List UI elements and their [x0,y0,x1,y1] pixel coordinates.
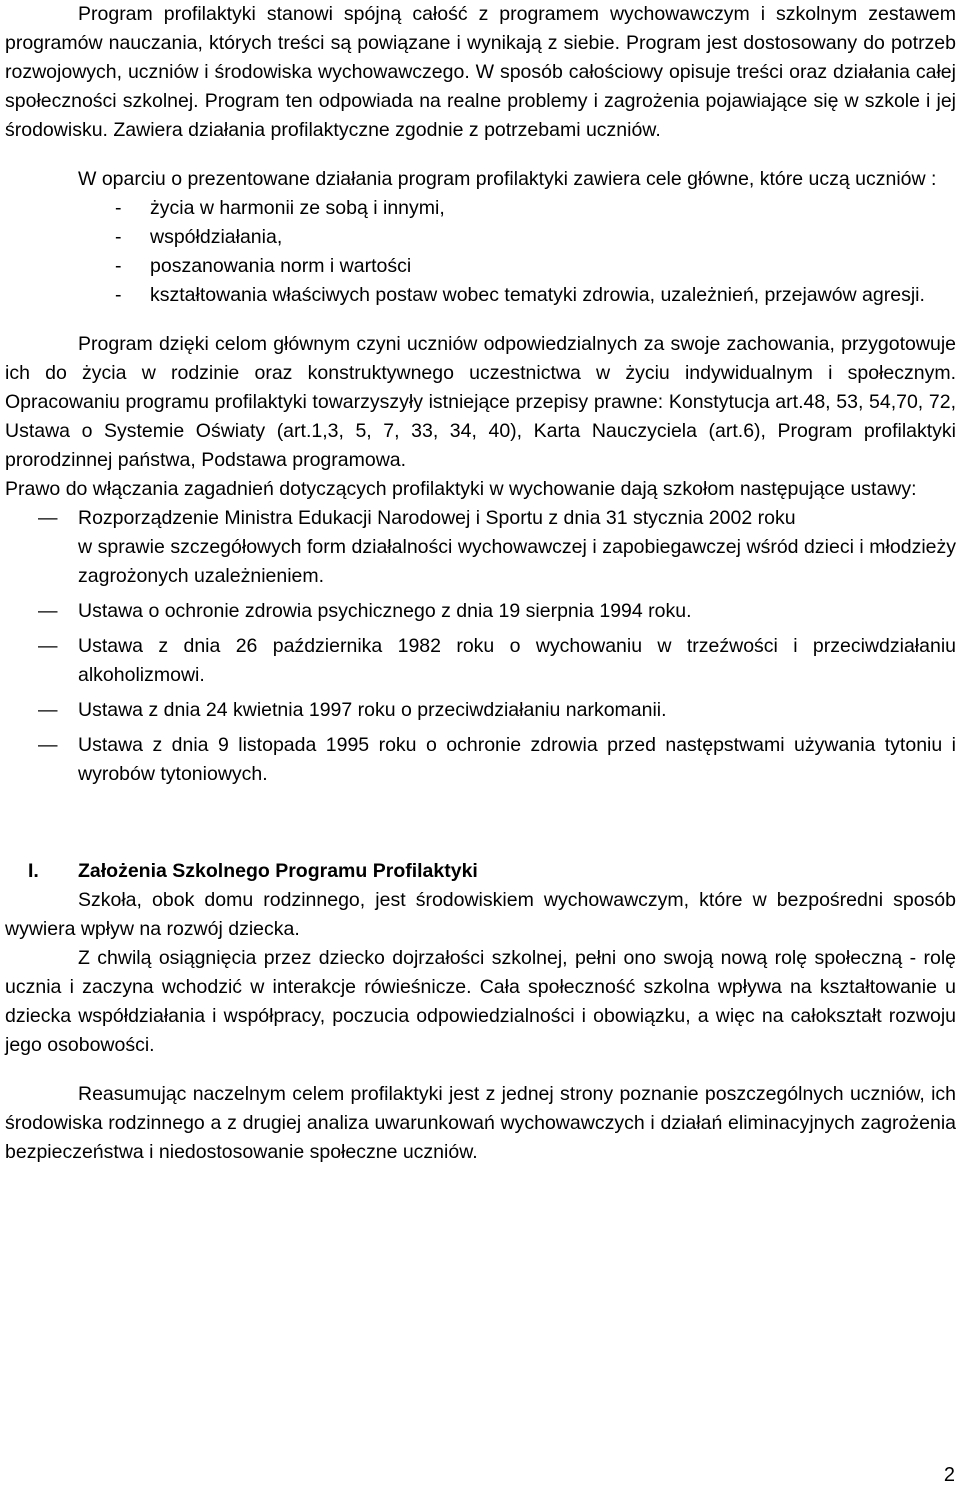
goals-list [5,194,956,310]
list-marker: - [115,226,122,248]
law-item-5 [5,731,956,789]
goal-text: poszanowania norm i wartości [150,255,412,277]
section-heading [5,857,956,886]
legal-basis-paragraph: Program dzięki celom głównym czyni uczniów odpowiedzialnych za swoje zachowania, przygotowuje ich do życia w rodzinie oraz konstruktywnego uczestnictwa w życiu indywidualnym i społecznym. Opracowaniu programu profilaktyki towarzyszyły istniejące przepisy prawne: Konstytucja art.48, 53, 54,70, 72, Ustawa o Systemie Oświaty (art.1,3, 5, 7, 33, 34, 40), Karta Nauczyciela (art.6), Program profilaktyki prorodzinnej państwa, Podstawa programowa. [5,333,956,471]
law-text: Ustawa z dnia 26 października 1982 roku o wychowaniu w trzeźwości i przeciwdziałaniu alkoholizmowi. [78,635,956,686]
goal-text: kształtowania właściwych postaw wobec tematyki zdrowia, uzależnień, przejawów agresji. [150,284,925,306]
summary-paragraph: Reasumując naczelnym celem profilaktyki jest z jednej strony poznanie poszczególnych uczniów, ich środowiska rodzinnego a z drugiej analiza uwarunkowań wychowawczych i działań eliminacyjnych zagrożenia bezpieczeństwa i niedostosowanie społeczne uczniów. [5,1083,956,1163]
law-item-2 [5,597,956,626]
laws-intro-paragraph: Prawo do włączania zagadnień dotyczących profilaktyki w wychowanie dają szkołom następujące ustawy: [5,478,917,500]
law-item-1 [5,504,956,591]
list-marker: - [115,255,122,277]
list-marker: - [115,284,122,306]
list-marker: — [38,734,58,756]
section-title: Założenia Szkolnego Programu Profilaktyki [78,860,478,882]
goal-text: życia w harmonii ze sobą i innymi, [150,197,445,219]
list-marker: — [38,699,58,721]
goals-intro-paragraph: W oparciu o prezentowane działania program profilaktyki zawiera cele główne, które uczą uczniów : [78,168,937,190]
section-number: I. [28,860,39,882]
law-item-3 [5,632,956,690]
social-role-paragraph: Z chwilą osiągnięcia przez dziecko dojrzałości szkolnej, pełni ono swoją nową rolę społeczną - rolę ucznia i zaczyna wchodzić w interakcje rówieśnicze. Cała społeczność szkolna wpływa na kształtowanie u dziecka współdziałania i współpracy, poczucia odpowiedzialności i obowiązku, a więc na całokształt rozwoju jego osobowości. [5,947,956,1056]
document-page [5,0,956,1167]
list-marker: - [115,197,122,219]
page-number: 2 [943,1464,955,1486]
goal-item-1 [5,194,956,223]
law-text: Ustawa o ochronie zdrowia psychicznego z dnia 19 sierpnia 1994 roku. [78,600,692,622]
laws-list [5,504,956,789]
law-text: Rozporządzenie Ministra Edukacji Narodowej i Sportu z dnia 31 stycznia 2002 roku [78,507,796,529]
list-marker: — [38,600,58,622]
list-marker: — [38,507,58,529]
law-text: Ustawa z dnia 24 kwietnia 1997 roku o przeciwdziałaniu narkomanii. [78,699,667,721]
goal-text: współdziałania, [150,226,283,248]
law-text: Ustawa z dnia 9 listopada 1995 roku o ochronie zdrowia przed następstwami używania tytoniu i wyrobów tytoniowych. [78,734,956,785]
law-item-4 [5,696,956,725]
goal-item-4 [5,281,956,310]
intro-paragraph: Program profilaktyki stanowi spójną całość z programem wychowawczym i szkolnym zestawem programów nauczania, których treści są powiązane i wynikają z siebie. Program jest dostosowany do potrzeb rozwojowych, uczniów i środowiska wychowawczego. W sposób całościowy opisuje treści oraz działania całej społeczności szkolnej. Program ten odpowiada na realne problemy i zagrożenia pojawiające się w szkole i jej środowisku. Zawiera działania profilaktyczne zgodnie z potrzebami uczniów. [5,3,956,141]
list-marker: — [38,635,58,657]
school-environment-paragraph: Szkoła, obok domu rodzinnego, jest środowiskiem wychowawczym, które w bezpośredni sposób wywiera wpływ na rozwój dziecka. [5,889,956,940]
goal-item-3 [5,252,956,281]
goal-item-2 [5,223,956,252]
law-text-continuation: w sprawie szczegółowych form działalności wychowawczej i zapobiegawczej wśród dzieci i młodzieży zagrożonych uzależnieniem. [78,536,956,587]
